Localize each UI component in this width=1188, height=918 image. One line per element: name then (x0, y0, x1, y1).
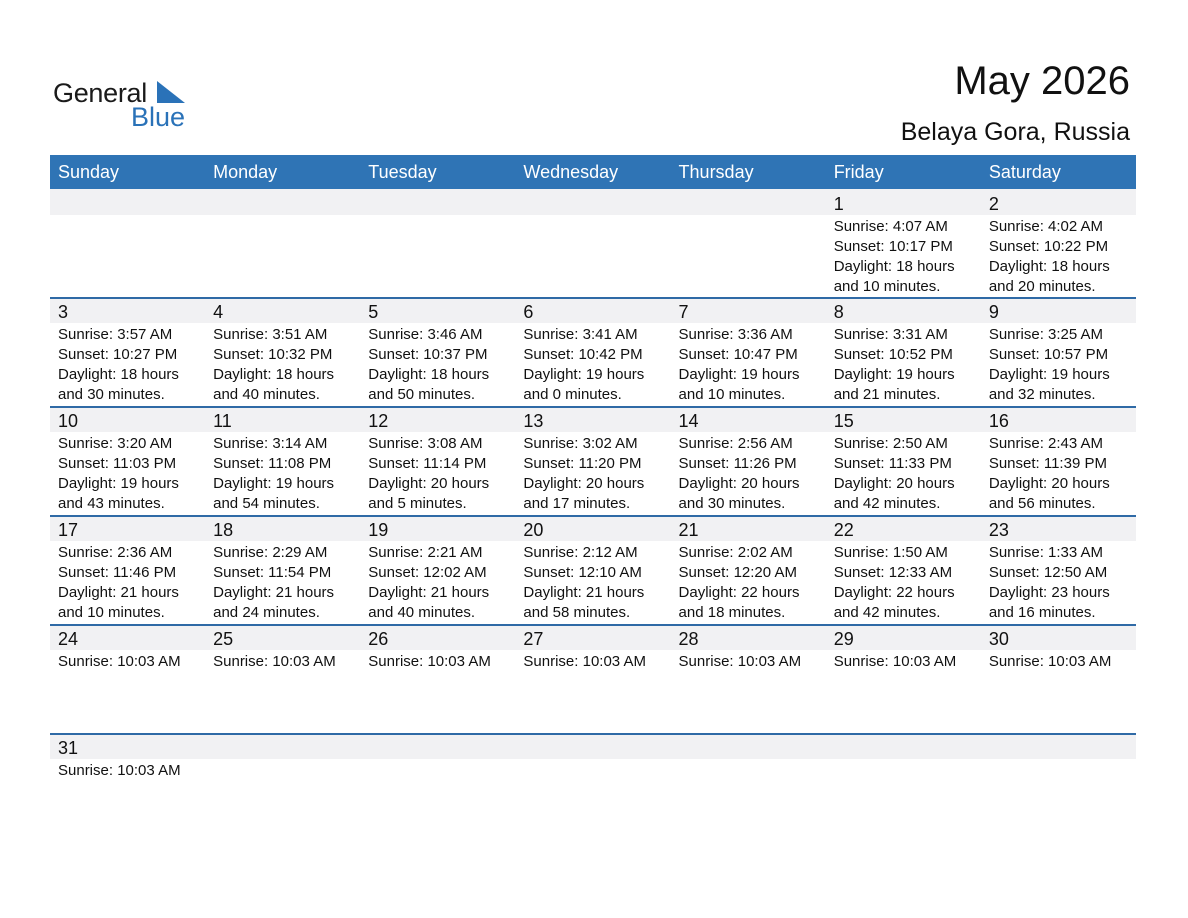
day-detail-line: Sunrise: 4:02 AM (988, 218, 1104, 235)
day-details (989, 652, 1112, 672)
day-detail-line: Sunrise: 10:03 AM (58, 653, 181, 670)
day-detail-line: Sunset: 10:42 PM (523, 346, 643, 363)
day-detail-line: Daylight: 18 hours (368, 366, 490, 383)
day-details (989, 434, 1110, 514)
day-detail-line: and 16 minutes. (988, 604, 1096, 621)
day-detail-line: Sunset: 10:47 PM (678, 346, 798, 363)
day-detail-line: Sunset: 12:20 AM (678, 564, 797, 581)
day-detail-line: Daylight: 23 hours (988, 584, 1110, 601)
day-number: 16 (988, 411, 1009, 431)
day-detail-line: and 10 minutes. (678, 386, 786, 403)
day-details (213, 543, 334, 623)
day-detail-line: Sunset: 10:22 PM (988, 238, 1109, 255)
day-details (523, 325, 644, 405)
day-detail-line: Daylight: 20 hours (988, 475, 1110, 492)
day-detail-line: Sunrise: 2:43 AM (988, 435, 1104, 452)
day-detail-line: Daylight: 19 hours (988, 366, 1110, 383)
day-detail-line: Sunrise: 3:31 AM (833, 326, 948, 343)
weekday-sunday: Sunday (58, 162, 120, 182)
date-band (50, 189, 1136, 215)
day-number: 14 (678, 411, 699, 431)
day-details (989, 217, 1110, 297)
day-detail-line: Sunset: 10:27 PM (58, 346, 178, 363)
day-details (834, 652, 957, 672)
day-number: 18 (213, 520, 234, 540)
day-details (213, 325, 334, 405)
day-detail-line: Daylight: 22 hours (833, 584, 955, 601)
weekday-header (50, 155, 1136, 189)
day-detail-line: Daylight: 19 hours (523, 366, 645, 383)
day-detail-line: Daylight: 18 hours (988, 258, 1110, 275)
day-detail-line: Sunset: 11:20 PM (523, 455, 642, 472)
day-detail-line: Sunset: 10:37 PM (368, 346, 488, 363)
day-number: 13 (523, 411, 544, 431)
logo-blue-text: Blue (131, 102, 186, 132)
day-detail-line: and 40 minutes. (368, 604, 476, 621)
day-detail-line: Sunrise: 3:41 AM (523, 326, 638, 343)
day-details (679, 434, 800, 514)
day-details (368, 434, 489, 514)
day-detail-line: Sunrise: 4:07 AM (833, 218, 948, 235)
day-detail-line: Sunset: 11:03 PM (58, 455, 177, 472)
day-detail-line: Sunrise: 1:33 AM (988, 544, 1104, 561)
day-number: 6 (523, 302, 534, 322)
day-detail-line: Daylight: 19 hours (678, 366, 800, 383)
day-detail-line: Sunrise: 10:03 AM (58, 762, 181, 779)
day-detail-line: Sunrise: 3:57 AM (58, 326, 173, 343)
day-number: 3 (58, 302, 69, 322)
day-detail-line: and 56 minutes. (988, 495, 1096, 512)
page-title: May 2026 (954, 59, 1130, 103)
day-details (834, 434, 955, 514)
day-detail-line: Sunrise: 10:03 AM (523, 653, 646, 670)
day-detail-line: and 32 minutes. (988, 386, 1096, 403)
day-number: 21 (678, 520, 699, 540)
day-detail-line: and 30 minutes. (58, 386, 165, 403)
weekday-tuesday: Tuesday (368, 162, 437, 182)
day-details (368, 652, 491, 672)
day-detail-line: Sunset: 12:33 AM (833, 564, 953, 581)
day-details (58, 434, 179, 514)
day-detail-line: Sunrise: 3:08 AM (368, 435, 483, 452)
day-detail-line: Sunset: 12:50 AM (988, 564, 1108, 581)
day-number: 12 (368, 411, 389, 431)
day-details (679, 652, 802, 672)
day-details (989, 325, 1110, 405)
day-number: 29 (833, 629, 854, 649)
day-detail-line: and 5 minutes. (368, 495, 467, 512)
day-detail-line: Daylight: 22 hours (678, 584, 800, 601)
day-detail-line: Sunset: 10:32 PM (213, 346, 333, 363)
weekday-thursday: Thursday (678, 162, 754, 182)
day-details (834, 543, 955, 623)
day-detail-line: Daylight: 19 hours (833, 366, 955, 383)
day-detail-line: Sunrise: 2:02 AM (678, 544, 793, 561)
day-number: 4 (213, 302, 224, 322)
day-detail-line: Sunset: 11:08 PM (213, 455, 332, 472)
day-number: 1 (833, 194, 844, 214)
day-number: 25 (213, 629, 234, 649)
day-number: 17 (58, 520, 79, 540)
day-detail-line: and 54 minutes. (213, 495, 320, 512)
day-number: 7 (678, 302, 689, 322)
day-details (834, 217, 955, 297)
day-detail-line: Daylight: 21 hours (523, 584, 645, 601)
day-detail-line: Sunrise: 2:50 AM (833, 435, 948, 452)
weekday-wednesday: Wednesday (523, 162, 619, 182)
day-detail-line: and 20 minutes. (988, 278, 1096, 295)
day-detail-line: Daylight: 21 hours (213, 584, 335, 601)
day-detail-line: and 58 minutes. (523, 604, 631, 621)
day-number: 28 (678, 629, 699, 649)
day-detail-line: Sunrise: 3:36 AM (678, 326, 793, 343)
weekday-saturday: Saturday (988, 162, 1061, 182)
day-number: 26 (368, 629, 389, 649)
day-detail-line: Sunset: 11:39 PM (988, 455, 1107, 472)
day-detail-line: and 42 minutes. (833, 604, 941, 621)
logo (53, 78, 203, 133)
day-detail-line: Sunrise: 3:14 AM (213, 435, 328, 452)
day-number: 9 (988, 302, 999, 322)
day-detail-line: Sunrise: 10:03 AM (833, 653, 957, 670)
day-detail-line: Sunrise: 10:03 AM (678, 653, 802, 670)
day-detail-line: Daylight: 20 hours (523, 475, 645, 492)
day-detail-line: Sunset: 11:46 PM (58, 564, 177, 581)
day-detail-line: Sunset: 10:52 PM (833, 346, 953, 363)
day-details (213, 652, 336, 672)
day-detail-line: Sunset: 10:17 PM (833, 238, 953, 255)
date-band (50, 735, 1136, 759)
day-number: 10 (58, 411, 79, 431)
day-detail-line: Daylight: 18 hours (833, 258, 955, 275)
day-detail-line: and 30 minutes. (678, 495, 786, 512)
day-detail-line: and 10 minutes. (833, 278, 941, 295)
day-detail-line: Sunset: 11:26 PM (678, 455, 797, 472)
day-detail-line: Sunrise: 10:03 AM (368, 653, 491, 670)
day-details (58, 543, 179, 623)
day-number: 27 (523, 629, 544, 649)
day-number: 24 (58, 629, 79, 649)
day-detail-line: Sunrise: 2:36 AM (58, 544, 173, 561)
day-detail-line: Sunset: 11:14 PM (368, 455, 487, 472)
day-details (58, 652, 181, 672)
day-number: 22 (833, 520, 854, 540)
weekday-monday: Monday (213, 162, 278, 182)
day-details (989, 543, 1110, 623)
day-number: 20 (523, 520, 544, 540)
day-number: 30 (988, 629, 1009, 649)
day-detail-line: Sunrise: 3:02 AM (523, 435, 638, 452)
day-detail-line: Sunset: 10:57 PM (988, 346, 1109, 363)
day-detail-line: and 10 minutes. (58, 604, 165, 621)
day-detail-line: and 17 minutes. (523, 495, 631, 512)
day-detail-line: and 40 minutes. (213, 386, 320, 403)
day-number: 15 (833, 411, 854, 431)
day-detail-line: Sunrise: 3:46 AM (368, 326, 483, 343)
day-detail-line: Sunset: 12:10 AM (523, 564, 642, 581)
day-details (368, 325, 489, 405)
day-detail-line: Daylight: 19 hours (58, 475, 179, 492)
day-detail-line: Daylight: 20 hours (678, 475, 800, 492)
day-detail-line: Sunrise: 2:12 AM (523, 544, 638, 561)
day-detail-line: and 43 minutes. (58, 495, 165, 512)
day-detail-line: Daylight: 21 hours (58, 584, 179, 601)
day-detail-line: Sunset: 11:54 PM (213, 564, 332, 581)
day-detail-line: Daylight: 20 hours (833, 475, 955, 492)
day-detail-line: Sunrise: 10:03 AM (988, 653, 1112, 670)
day-detail-line: and 24 minutes. (213, 604, 320, 621)
day-detail-line: Sunrise: 3:51 AM (213, 326, 328, 343)
day-detail-line: Daylight: 21 hours (368, 584, 490, 601)
logo-general-text: General (53, 78, 147, 108)
day-detail-line: Daylight: 20 hours (368, 475, 490, 492)
day-details (679, 325, 800, 405)
day-detail-line: and 42 minutes. (833, 495, 941, 512)
location-label: Belaya Gora, Russia (900, 118, 1130, 146)
day-details (213, 434, 334, 514)
day-detail-line: Sunrise: 2:21 AM (368, 544, 483, 561)
day-number: 11 (213, 411, 232, 431)
day-detail-line: Daylight: 18 hours (58, 366, 179, 383)
day-details (523, 543, 644, 623)
day-number: 19 (368, 520, 389, 540)
day-detail-line: Sunset: 11:33 PM (833, 455, 952, 472)
day-number: 31 (58, 738, 79, 758)
day-detail-line: Sunrise: 10:03 AM (213, 653, 336, 670)
day-details (58, 761, 181, 781)
day-detail-line: Sunrise: 3:20 AM (58, 435, 173, 452)
day-number: 23 (988, 520, 1009, 540)
day-detail-line: and 21 minutes. (833, 386, 941, 403)
day-detail-line: and 0 minutes. (523, 386, 622, 403)
day-detail-line: Sunrise: 1:50 AM (833, 544, 948, 561)
day-detail-line: Sunset: 12:02 AM (368, 564, 487, 581)
day-number: 5 (368, 302, 379, 322)
day-details (523, 434, 644, 514)
day-details (679, 543, 800, 623)
day-detail-line: and 18 minutes. (678, 604, 786, 621)
day-detail-line: Daylight: 19 hours (213, 475, 335, 492)
day-detail-line: Sunrise: 3:25 AM (988, 326, 1104, 343)
weekday-friday: Friday (833, 162, 884, 182)
day-number: 2 (988, 194, 999, 214)
day-details (368, 543, 489, 623)
day-detail-line: Sunrise: 2:56 AM (678, 435, 793, 452)
day-details (834, 325, 955, 405)
day-number: 8 (833, 302, 844, 322)
day-detail-line: and 50 minutes. (368, 386, 476, 403)
day-detail-line: Sunrise: 2:29 AM (213, 544, 328, 561)
day-detail-line: Daylight: 18 hours (213, 366, 335, 383)
day-details (523, 652, 646, 672)
day-details (58, 325, 179, 405)
